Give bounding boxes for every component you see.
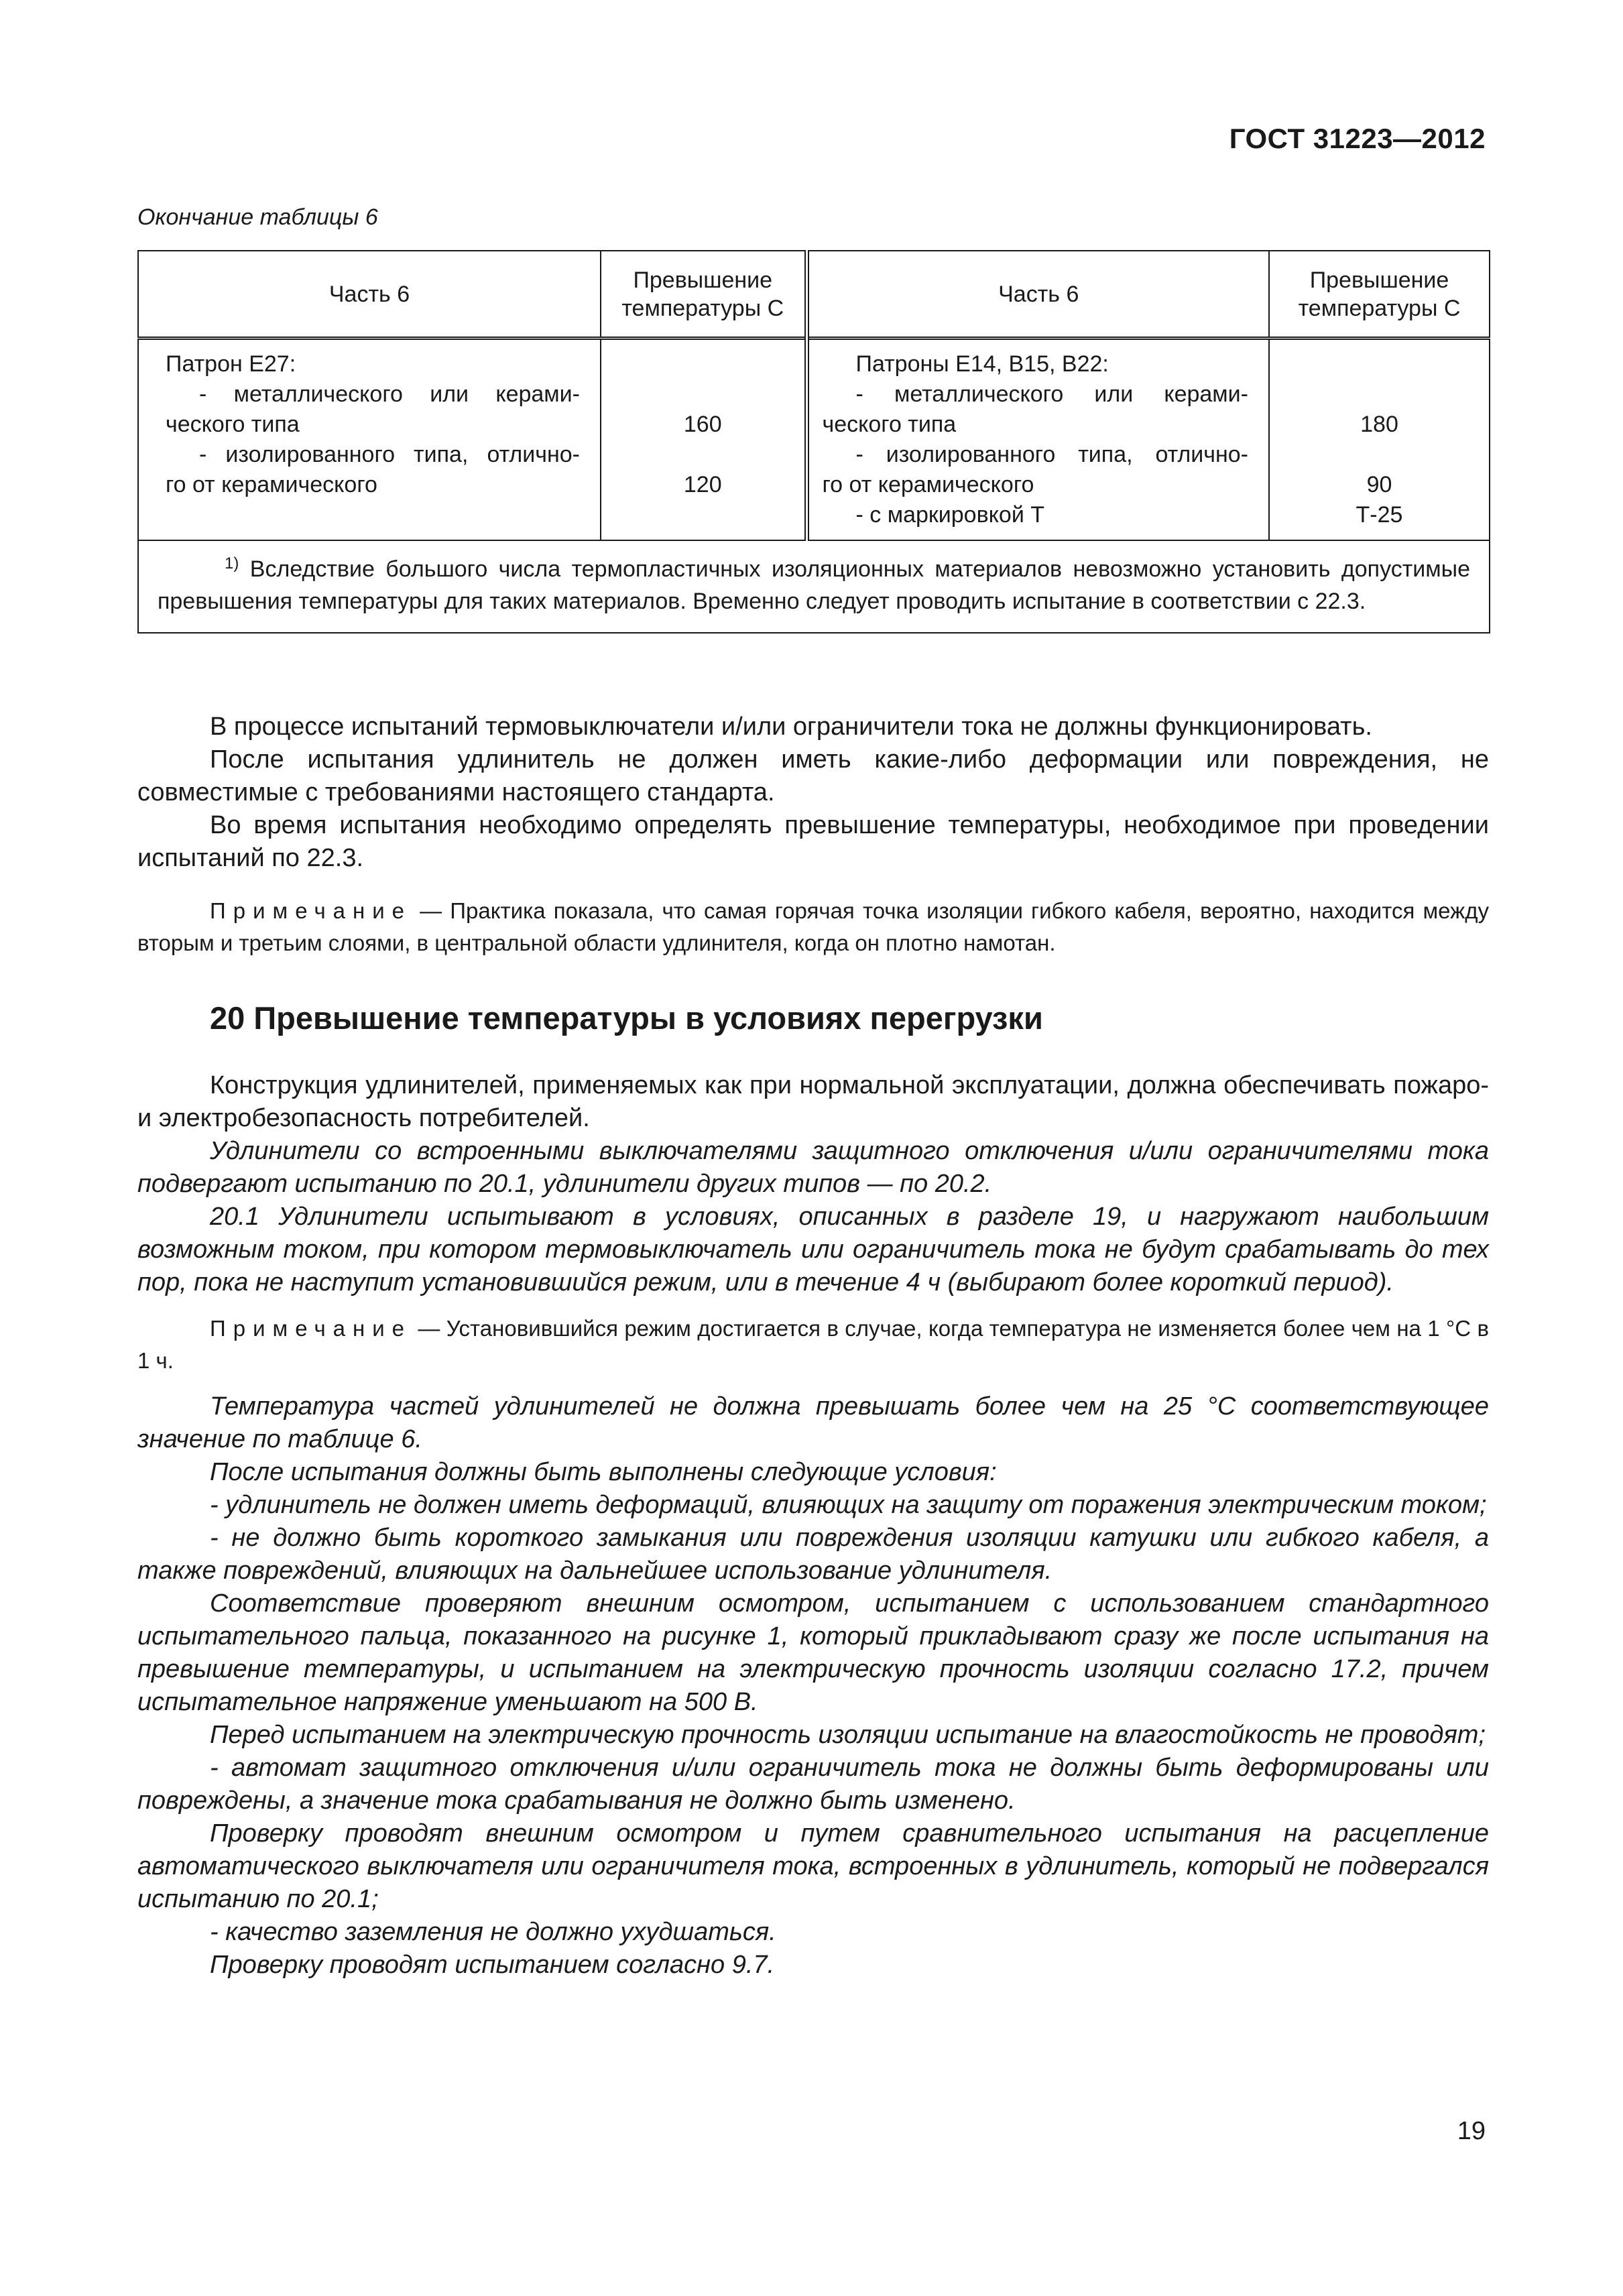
table-footnote-row: [138, 540, 1490, 633]
paragraph: Удлинители со встроенными выключателями защитного отключения и/или ограничителями тока подвергают испытанию по 20.1, удлинители других типов — по 20.2.: [137, 1137, 1489, 1198]
table-caption: Окончание таблицы 6: [137, 204, 378, 230]
list-item: - удлинитель не должен иметь деформаций, влияющих на защиту от поражения электрическим током;: [210, 1491, 1487, 1519]
temp-left-cell: [601, 339, 806, 541]
paragraph: Конструкция удлинителей, применяемых как при нормальной эксплуатации, должна обеспечивать пожаро- и электробезопасность потребителей.: [137, 1071, 1489, 1132]
header-temp-left: Превышение температуры С: [601, 251, 806, 339]
list-item: - автомат защитного отключения и/или ограничитель тока не должны быть деформированы или повреждены, а значение тока срабатывания не должно быть изменено.: [137, 1754, 1489, 1815]
table-value: 120: [683, 472, 722, 497]
main-text: [137, 711, 1489, 1982]
list-item: - не должно быть короткого замыкания или повреждения изоляции катушки или гибкого кабеля, а также повреждений, влияющих на дальнейшее использование удлинителя.: [137, 1524, 1489, 1585]
table-value: 90: [1366, 472, 1392, 497]
temp-right-cell: [1269, 339, 1490, 541]
paragraph: После испытания должны быть выполнены следующие условия:: [210, 1458, 997, 1486]
table-line: Патроны Е14, В15, В22:: [855, 351, 1109, 377]
paragraph: После испытания удлинитель не должен иметь какие-либо деформации или повреждения, не совместимые с требованиями настоящего стандарта.: [137, 745, 1489, 806]
paragraph: В процессе испытаний термовыключатели и/или ограничители тока не должны функционировать.: [210, 713, 1372, 741]
document-code: ГОСТ 31223—2012: [1229, 123, 1486, 154]
footnote-text: Вследствие большого числа термопластичных изоляционных материалов невозможно установить допустимые превышения температуры для таких материалов. Временно следует проводить испытание в соответствии с 22.3.: [158, 556, 1470, 614]
note: [137, 895, 1489, 959]
table-value: 180: [1360, 412, 1398, 437]
table-6: [137, 250, 1490, 633]
section-heading: 20 Превышение температуры в условиях перегрузки: [210, 1000, 1043, 1036]
table-line: ческого типа: [822, 412, 957, 437]
table-line: - металлического или керами-: [855, 381, 1248, 407]
table-header-row: [138, 251, 1490, 339]
paragraph: Соответствие проверяют внешним осмотром, испытанием с использованием стандартного испытательного пальца, показанного на рисунке 1, который прикладывают сразу же после испытания на превышение температуры, и испытанием на электрическую прочность изоляции согласно 17.2, причем испытательное напряжение уменьшают на 500 В.: [137, 1589, 1489, 1716]
paragraph: Во время испытания необходимо определять превышение температуры, необходимое при проведении испытаний по 22.3.: [137, 811, 1489, 872]
table-line: го от керамического: [822, 472, 1034, 497]
note-label: Примечание: [210, 898, 412, 923]
table-line: Патрон Е27:: [166, 351, 296, 377]
table-line: го от керамического: [166, 472, 377, 497]
header-temp-right: Превышение температуры С: [1269, 251, 1490, 339]
footnote-mark: 1): [225, 554, 239, 572]
note-text: — Установившийся режим достигается в случае, когда температура не изменяется более чем на 1 °С в 1 ч.: [137, 1316, 1489, 1373]
part-right-cell: [806, 339, 1269, 541]
table-line: - изолированного типа, отлично-: [199, 442, 580, 467]
list-item: - качество заземления не должно ухудшаться.: [210, 1918, 776, 1946]
page-number: 19: [1457, 2117, 1486, 2145]
table-line: - с маркировкой Т: [855, 502, 1045, 528]
paragraph: Температура частей удлинителей не должна превышать более чем на 25 °С соответствующее значение по таблице 6.: [137, 1392, 1489, 1453]
header-part-left: Часть 6: [138, 251, 601, 339]
table-value: 160: [683, 412, 722, 437]
paragraph: Перед испытанием на электрическую прочность изоляции испытание на влагостойкость не проводят;: [210, 1721, 1486, 1749]
table-footnote: [138, 540, 1490, 633]
table-row: [138, 339, 1490, 541]
note-text: — Практика показала, что самая горячая точка изоляции гибкого кабеля, вероятно, находится между вторым и третьим слоями, в центральной области удлинителя, когда он плотно намотан.: [137, 898, 1489, 955]
table-line: - металлического или керами-: [199, 381, 580, 407]
note-label: Примечание: [210, 1316, 412, 1341]
part-left-cell: [138, 339, 601, 541]
table-line: ческого типа: [166, 412, 300, 437]
note: [137, 1313, 1489, 1377]
table-value: Т-25: [1356, 502, 1403, 528]
paragraph: Проверку проводят внешним осмотром и путем сравнительного испытания на расцепление автоматического выключателя или ограничителя тока, встроенных в удлинитель, который не подвергался испытанию по 20.1;: [137, 1819, 1489, 1913]
clause-20-1: 20.1 Удлинители испытывают в условиях, описанных в разделе 19, и нагружают наибольшим возможным током, при котором термовыключатель или ограничитель тока не будут срабатывать до тех пор, пока не наступит установившийся режим, или в течение 4 ч (выбирают более короткий период).: [137, 1203, 1489, 1296]
header-part-right: Часть 6: [806, 251, 1269, 339]
paragraph: Проверку проводят испытанием согласно 9.7.: [210, 1951, 775, 1979]
table-line: - изолированного типа, отлично-: [855, 442, 1248, 467]
